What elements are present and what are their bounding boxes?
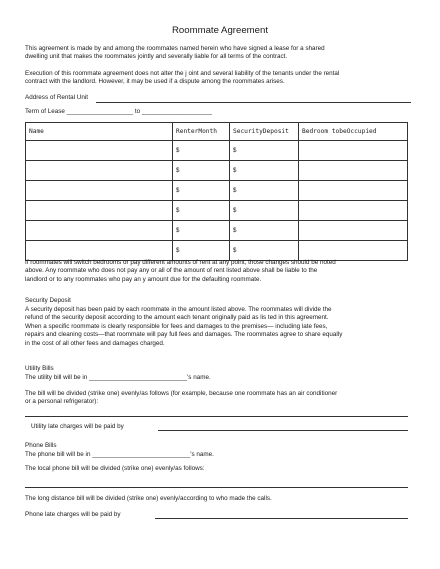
execution-line: contract with the landlord. However, it may be used if a dispute among the roommates arises.: [25, 78, 285, 86]
local-phone-split-field-line[interactable]: [25, 487, 408, 488]
security-line: in the cost of all other fees and damages charged.: [25, 339, 165, 347]
security-deposit-heading: Security Deposit: [25, 297, 71, 304]
phone-bill-name-line: The phone bill will be in ____________________________'s name.: [25, 451, 214, 458]
cell-name[interactable]: [26, 181, 173, 201]
execution-paragraph: [25, 70, 339, 87]
table-row: [26, 161, 408, 181]
column-header-rent: RenterMonth: [173, 123, 230, 141]
cell-deposit[interactable]: $: [230, 161, 299, 181]
roommate-table: [25, 122, 408, 261]
cell-name[interactable]: [26, 141, 173, 161]
security-line: repairs and cleaning costs—that roommate will pay full fees and damages. The roommates agree to share equally: [25, 331, 343, 339]
cell-bedroom[interactable]: [299, 181, 408, 201]
long-distance-line: The long distance bill will be divided (strike one) evenly/according to who made the calls.: [25, 495, 272, 502]
cell-name[interactable]: [26, 201, 173, 221]
document-title: Roommate Agreement: [172, 25, 268, 36]
utility-divided-line: The bill will be divided (strike one) evenly/as follows (for example, because one roommate has an air conditioner: [25, 390, 338, 397]
cell-name[interactable]: [26, 221, 173, 241]
utility-divided-paragraph: [25, 390, 337, 407]
cell-name[interactable]: [26, 241, 173, 261]
utility-bills-heading: Utility Bills: [25, 365, 54, 372]
address-label: Address of Rental Unit: [25, 94, 88, 101]
cell-rent[interactable]: $: [173, 241, 230, 261]
address-field-line[interactable]: [96, 102, 411, 103]
phone-bills-heading: Phone Bills: [25, 442, 57, 449]
column-header-bedroom: Bedroom tobeOccupied: [299, 123, 408, 141]
cell-bedroom[interactable]: [299, 201, 408, 221]
cell-rent[interactable]: $: [173, 181, 230, 201]
utility-bill-name-line: The utility bill will be in ____________________________'s name.: [25, 374, 211, 381]
local-phone-divided-line: The local phone bill will be divided (strike one) evenly/as follows:: [25, 465, 205, 472]
security-line: When a specific roommate is clearly responsible for fees and damages to the premises— including late fees,: [25, 322, 328, 330]
cell-bedroom[interactable]: [299, 241, 408, 261]
cell-rent[interactable]: $: [173, 141, 230, 161]
security-paragraph: [25, 306, 342, 348]
cell-rent[interactable]: $: [173, 221, 230, 241]
table-header-row: [26, 123, 408, 141]
cell-bedroom[interactable]: [299, 161, 408, 181]
switch-line: If roommates will switch bedrooms or pay different amounts of rent at any point, those changes should be noted: [25, 259, 336, 266]
cell-deposit[interactable]: $: [230, 201, 299, 221]
column-header-deposit: SecurityDeposit: [230, 123, 299, 141]
cell-bedroom[interactable]: [299, 221, 408, 241]
execution-line: Execution of this roommate agreement does not alter the j oint and several liability of the tenants under the rental: [25, 70, 340, 77]
switch-paragraph: [25, 259, 336, 284]
utility-divided-line: or a personal refrigerator):: [25, 398, 99, 406]
term-of-lease-line: Term of Lease ___________________ to ____________________: [25, 108, 212, 115]
cell-name[interactable]: [26, 161, 173, 181]
switch-line: above. Any roommate who does not pay any or all of the amount of rent listed above shall be liable to the: [25, 267, 318, 275]
cell-deposit[interactable]: $: [230, 181, 299, 201]
utility-split-field-line[interactable]: [25, 416, 408, 417]
intro-line: This agreement is made by and among the roommates named herein who have signed a lease for a shared: [25, 45, 325, 52]
table-row: [26, 201, 408, 221]
table-row: [26, 141, 408, 161]
cell-deposit[interactable]: $: [230, 221, 299, 241]
table-row: [26, 241, 408, 261]
security-line: A security deposit has been paid by each roommate in the amount listed above. The roommates will divide the: [25, 306, 332, 313]
cell-rent[interactable]: $: [173, 161, 230, 181]
utility-late-charges-label: Utility late charges will be paid by: [31, 423, 124, 430]
intro-paragraph: [25, 45, 325, 62]
utility-late-charges-field[interactable]: [158, 430, 408, 431]
switch-line: landlord or to any roommates who pay an y amount due for the defaulting roommate.: [25, 275, 262, 283]
table-row: [26, 221, 408, 241]
phone-late-charges-label: Phone late charges will be paid by: [25, 511, 121, 518]
column-header-name: Name: [26, 123, 173, 141]
intro-line: dwelling unit that makes the roommates jointly and severally liable for all terms of the contract.: [25, 53, 288, 61]
cell-deposit[interactable]: $: [230, 241, 299, 261]
cell-rent[interactable]: $: [173, 201, 230, 221]
phone-late-charges-field[interactable]: [155, 518, 408, 519]
cell-deposit[interactable]: $: [230, 141, 299, 161]
cell-bedroom[interactable]: [299, 141, 408, 161]
table-row: [26, 181, 408, 201]
security-line: refund of the security deposit according to the amount each tenant originally paid as lis ted in this agreement.: [25, 314, 329, 322]
